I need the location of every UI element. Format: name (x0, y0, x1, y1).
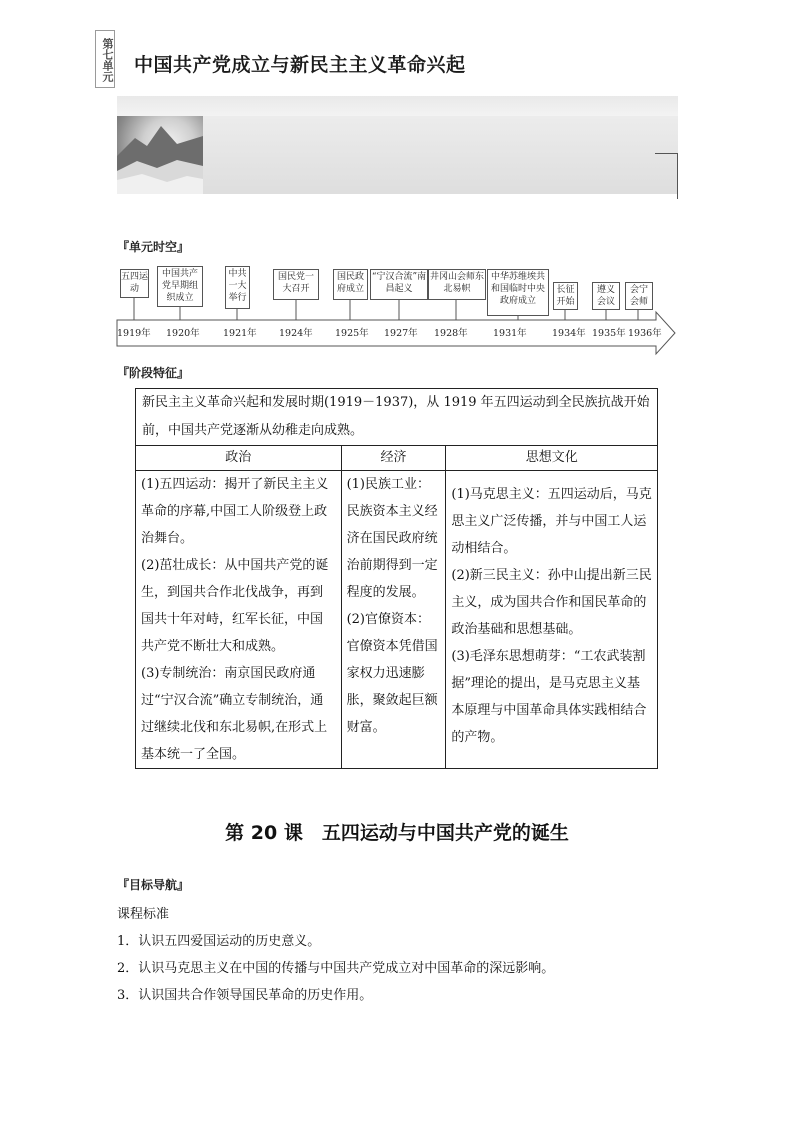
timeline-event: 长征开始 (553, 282, 578, 310)
column-header: 政治 (136, 446, 342, 471)
timeline-year: 1935年 (592, 328, 626, 339)
table-row (136, 471, 658, 769)
timeline-year: 1936年 (628, 328, 662, 339)
timeline-arrow (0, 0, 794, 360)
unit-tag: 第七单元 (95, 30, 115, 88)
phase-table (135, 388, 658, 769)
timeline-event: 国民政府成立 (333, 269, 368, 300)
timeline-event: 遵义会议 (592, 282, 620, 310)
column-header: 思想文化 (446, 446, 658, 471)
lesson-title: 第 20 课 五四运动与中国共产党的诞生 (225, 822, 569, 844)
timeline-event: 中国共产党早期组织成立 (157, 266, 203, 307)
timeline-year: 1921年 (223, 328, 257, 339)
table-header-row (136, 446, 658, 471)
column-header: 经济 (341, 446, 446, 471)
timeline-year: 1928年 (434, 328, 468, 339)
culture-point: (2)新三民主义：孙中山提出新三民主义，成为国共合作和国民革命的政治基础和思想基础。 (451, 568, 652, 637)
economy-point: (1)民族工业：民族资本主义经济在国民政府统治前期得到一定程度的发展。 (346, 477, 438, 600)
timeline-event: 五四运动 (120, 269, 149, 298)
timeline-year: 1919年 (117, 328, 151, 339)
culture-point: (3)毛泽东思想萌芽：“工农武装割据”理论的提出，是马克思主义基本原理与中国革命具体实践相结合的产物。 (451, 649, 647, 745)
economy-point: (2)官僚资本：官僚资本凭借国家权力迅速膨胀，聚敛起巨额财富。 (346, 612, 438, 735)
timeline-event: 国民党一大召开 (273, 269, 319, 300)
timeline-event: 井冈山会师东北易帜 (428, 269, 486, 300)
culture-point: (1)马克思主义：五四运动后，马克思主义广泛传播，并与中国工人运动相结合。 (451, 487, 652, 556)
timeline-year: 1920年 (166, 328, 200, 339)
timeline-year: 1924年 (279, 328, 313, 339)
timeline-event: 中共一大举行 (225, 266, 250, 309)
timeline-section-label: 『单元时空』 (117, 240, 190, 254)
timeline-event: “宁汉合流”南昌起义 (370, 269, 428, 300)
standard-item: 1．认识五四爱国运动的历史意义。 (117, 934, 321, 949)
timeline-year: 1927年 (384, 328, 418, 339)
timeline (0, 0, 794, 360)
economy-cell (341, 471, 446, 769)
phase-intro: 新民主主义革命兴起和发展时期(1919－1937)，从 1919 年五四运动到全民族抗战开始前，中国共产党逐渐从幼稚走向成熟。 (136, 389, 658, 446)
phase-section-label: 『阶段特征』 (117, 366, 190, 380)
goal-section-label: 『目标导航』 (117, 878, 190, 892)
timeline-year: 1925年 (335, 328, 369, 339)
timeline-year: 1934年 (552, 328, 586, 339)
politics-point: (3)专制统治：南京国民政府通过“宁汉合流”确立专制统治，通过继续北伐和东北易帜,在形式上基本统一了全国。 (141, 666, 328, 762)
timeline-event: 中华苏维埃共和国临时中央政府成立 (487, 269, 549, 316)
timeline-year: 1931年 (493, 328, 527, 339)
politics-point: (1)五四运动：揭开了新民主主义革命的序幕,中国工人阶级登上政治舞台。 (141, 477, 329, 546)
politics-cell (136, 471, 342, 769)
table-row (136, 389, 658, 446)
timeline-event: 会宁会师 (625, 282, 653, 310)
standard-item: 3．认识国共合作领导国民革命的历史作用。 (117, 988, 373, 1003)
culture-cell (446, 471, 658, 769)
standard-heading: 课程标准 (117, 907, 170, 922)
standard-item: 2．认识马克思主义在中国的传播与中国共产党成立对中国革命的深远影响。 (117, 961, 555, 976)
unit-title: 中国共产党成立与新民主主义革命兴起 (134, 54, 466, 76)
politics-point: (2)茁壮成长：从中国共产党的诞生，到国共合作北伐战争，再到国共十年对峙，红军长征，中国共产党不断壮大和成熟。 (141, 558, 329, 654)
